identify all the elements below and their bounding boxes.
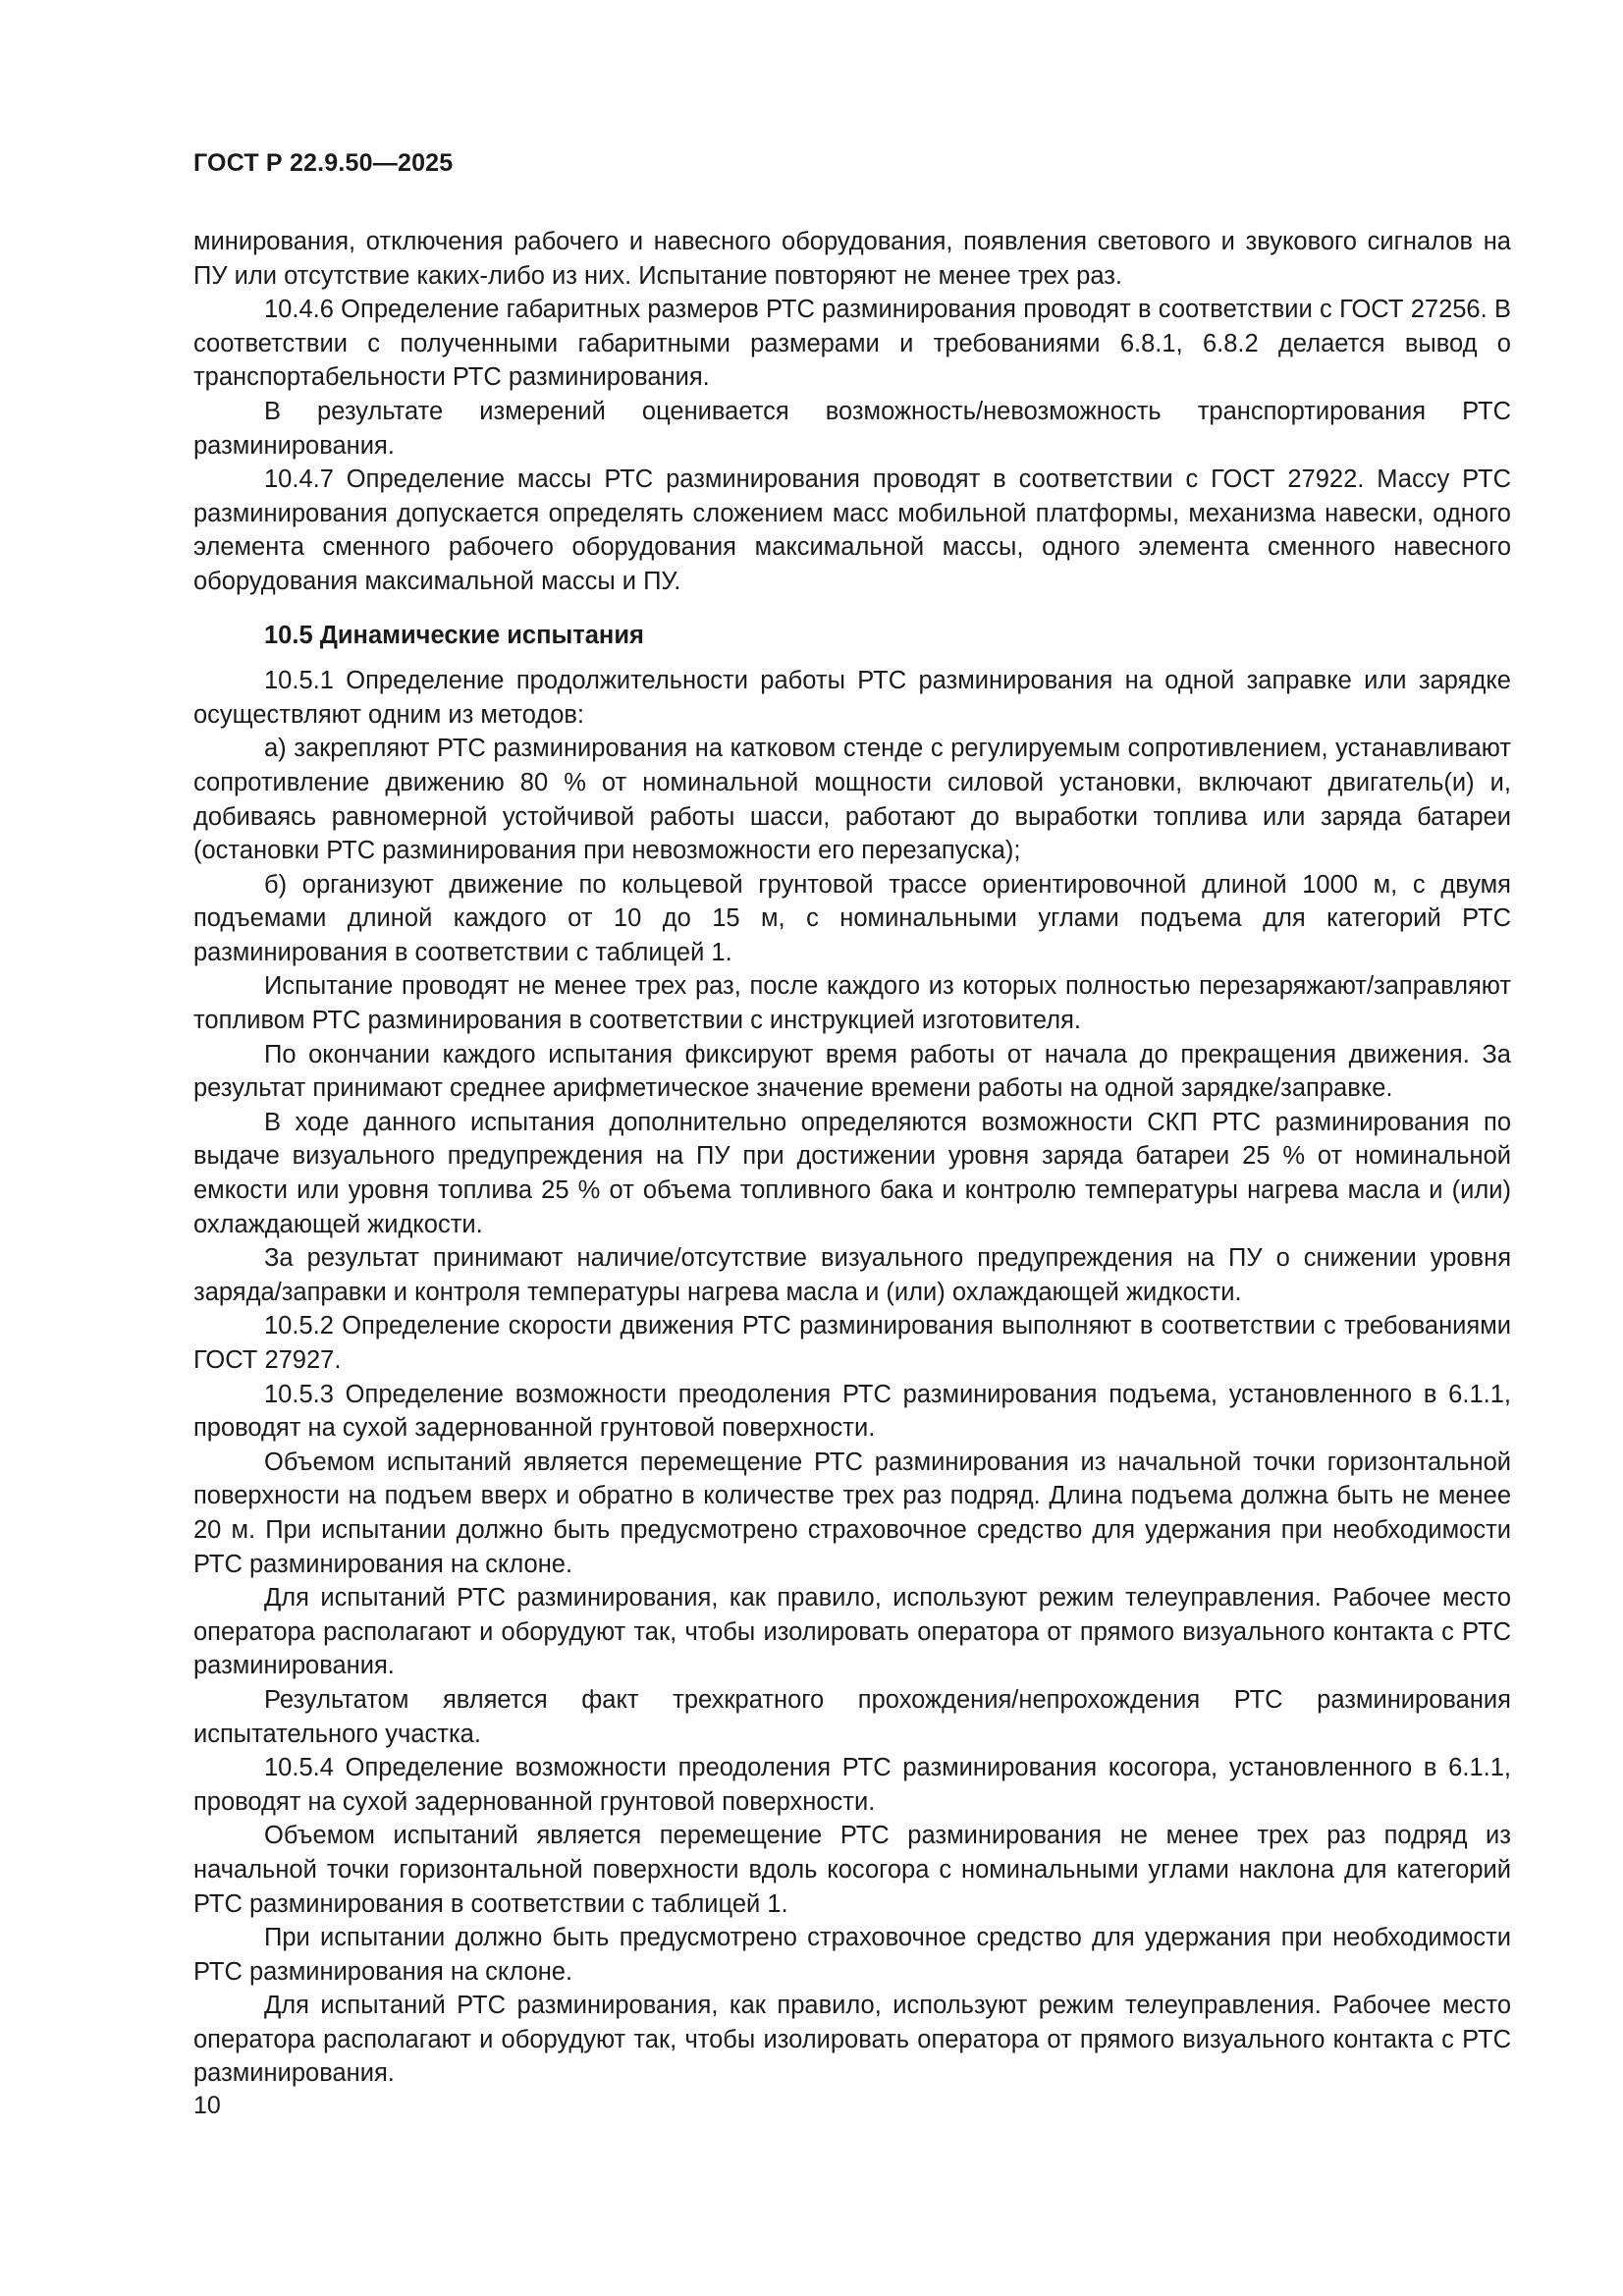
paragraph-10-5-1: 10.5.1 Определение продолжительности работы РТС разминирования на одной заправке или зарядке осуществляют одним из методов: — [193, 667, 1511, 729]
paragraph-10-5-4: 10.5.4 Определение возможности преодоления РТС разминирования косогора, установленного в 6.1.1, проводят на сухой задернованной грунтовой поверхности. — [193, 1754, 1511, 1816]
document-body — [193, 225, 1511, 2091]
list-item-b: б) организуют движение по кольцевой грунтовой трассе ориентировочной длиной 1000 м, с двумя подъемами длиной каждого от 10 до 15 м, с номинальными углами подъема для категорий РТС разминирования в соответствии с таблицей 1. — [193, 870, 1511, 966]
paragraph-10-4-7: 10.4.7 Определение массы РТС разминирования проводят в соответствии с ГОСТ 27922. Массу РТС разминирования допускается определять сложением масс мобильной платформы, механизма навески, одного элемента сменного рабочего оборудования максимальной массы, одного элемента сменного навесного оборудования максимальной массы и ПУ. — [193, 465, 1511, 595]
paragraph-teleoperation-1: Для испытаний РТС разминирования, как правило, используют режим телеуправления. Рабочее место оператора располагают и оборудуют так, чтобы изолировать оператора от прямого визуального контакта с РТС разминирования. — [193, 1584, 1511, 1680]
paragraph-warning-result: За результат принимают наличие/отсутствие визуального предупреждения на ПУ о снижении уровня заряда/заправки и контроля температуры нагрева масла и (или) охлаждающей жидкости. — [193, 1244, 1511, 1306]
list-item-a: а) закрепляют РТС разминирования на катковом стенде с регулируемым сопротивлением, устанавливают сопротивление движению 80 % от номинальной мощности силовой установки, включают двигатель(и) и, добиваясь равномерной устойчивой работы шасси, работают до выработки топлива или заряда батареи (остановки РТС разминирования при невозможности его перезапуска); — [193, 735, 1511, 865]
paragraph-10-5-2: 10.5.2 Определение скорости движения РТС разминирования выполняют в соответствии с требованиями ГОСТ 27927. — [193, 1312, 1511, 1374]
paragraph-10-5-3: 10.5.3 Определение возможности преодоления РТС разминирования подъема, установленного в 6.1.1, проводят на сухой задернованной грунтовой поверхности. — [193, 1380, 1511, 1443]
paragraph-record-time: По окончании каждого испытания фиксируют время работы от начала до прекращения движения. За результат принимают среднее арифметическое значение времени работы на одной зарядке/заправке. — [193, 1040, 1511, 1103]
paragraph-slope-scope: Объемом испытаний является перемещение РТС разминирования из начальной точки горизонтальной поверхности на подъем вверх и обратно в количестве трех раз подряд. Длина подъема должна быть не менее 20 м. При испытании должно быть предусмотрено страховочное средство для удержания при необходимости РТС разминирования на склоне. — [193, 1448, 1511, 1578]
paragraph-repeat-tests: Испытание проводят не менее трех раз, после каждого из которых полностью перезаряжают/заправляют топливом РТС разминирования в соответствии с инструкцией изготовителя. — [193, 972, 1511, 1035]
page-number: 10 — [193, 2092, 221, 2119]
section-heading-10-5: 10.5 Динамические испытания — [264, 621, 644, 649]
paragraph-teleoperation-2: Для испытаний РТС разминирования, как правило, используют режим телеуправления. Рабочее место оператора располагают и оборудуют так, чтобы изолировать оператора от прямого визуального контакта с РТС разминирования. — [193, 1992, 1511, 2088]
paragraph-transport-result: В результате измерений оценивается возможность/невозможность транспортирования РТС разминирования. — [193, 397, 1511, 460]
document-id-header: ГОСТ Р 22.9.50—2025 — [193, 149, 454, 177]
paragraph-10-4-6: 10.4.6 Определение габаритных размеров РТС разминирования проводят в соответствии с ГОСТ 27256. В соответствии с полученными габаритными размерами и требованиями 6.8.1, 6.8.2 делается вывод о транспортабельности РТС разминирования. — [193, 296, 1511, 392]
paragraph-slope-result: Результатом является факт трехкратного прохождения/непрохождения РТС разминирования испытательного участка. — [193, 1685, 1511, 1748]
paragraph-sideslope-scope: Объемом испытаний является перемещение РТС разминирования не менее трех раз подряд из начальной точки горизонтальной поверхности вдоль косогора с номинальными углами наклона для категорий РТС разминирования в соответствии с таблицей 1. — [193, 1822, 1511, 1918]
paragraph-continuation: минирования, отключения рабочего и навесного оборудования, появления светового и звукового сигналов на ПУ или отсутствие каких-либо из них. Испытание повторяют не менее трех раз. — [193, 228, 1511, 290]
paragraph-safety-device: При испытании должно быть предусмотрено страховочное средство для удержания при необходимости РТС разминирования на склоне. — [193, 1924, 1511, 1986]
paragraph-warning-check: В ходе данного испытания дополнительно определяются возможности СКП РТС разминирования по выдаче визуального предупреждения на ПУ при достижении уровня заряда батареи 25 % от номинальной емкости или уровня топлива 25 % от объема топливного бака и контролю температуры нагрева масла и (или) охлаждающей жидкости. — [193, 1108, 1511, 1238]
